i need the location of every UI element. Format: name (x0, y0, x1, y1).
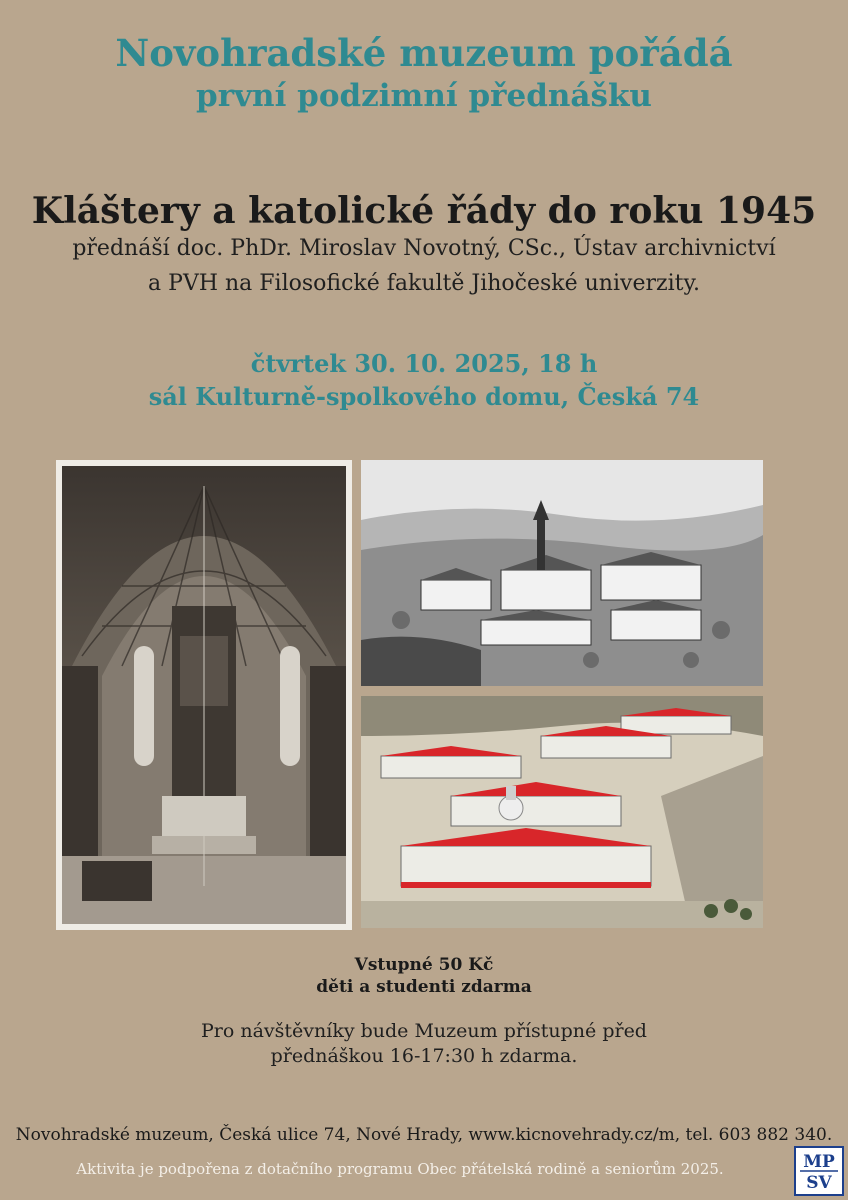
event-date: čtvrtek 30. 10. 2025, 18 h (250, 349, 598, 378)
admission-price: Vstupné 50 Kč (354, 955, 494, 975)
church-interior-photo (56, 460, 352, 930)
organizer-subheading: první podzimní přednášku (196, 78, 652, 114)
event-venue: sál Kulturně-spolkového domu, Česká 74 (148, 382, 700, 411)
monastery-drawing (361, 460, 763, 686)
admission-free-note: děti a studenti zdarma (316, 977, 532, 997)
museum-visit-line-2: přednáškou 16-17:30 h zdarma. (270, 1045, 578, 1067)
lecturer-line-1: přednáší doc. PhDr. Miroslav Novotný, CSc., Ústav archivnictví (72, 236, 776, 261)
svg-text:MP: MP (803, 1152, 835, 1172)
monastery-color-drawing (361, 696, 763, 928)
lecturer-line-2: a PVH na Filosofické fakultě Jihočeské univerzity. (148, 271, 700, 296)
organizer-heading: Novohradské muzeum pořádá (115, 31, 733, 75)
support-note: Aktivita je podpořena z dotačního programu Obec přátelská rodině a seniorům 2025. (76, 1160, 724, 1178)
svg-text:SV: SV (806, 1173, 832, 1193)
museum-visit-line-1: Pro návštěvníky bude Muzeum přístupné před (201, 1020, 647, 1042)
lecture-title: Kláštery a katolické řády do roku 1945 (31, 190, 817, 232)
mpsv-logo (794, 1146, 844, 1196)
contact-info: Novohradské muzeum, Česká ulice 74, Nové Hrady, www.kicnovehrady.cz/m, tel. 603 882 340. (15, 1125, 833, 1145)
